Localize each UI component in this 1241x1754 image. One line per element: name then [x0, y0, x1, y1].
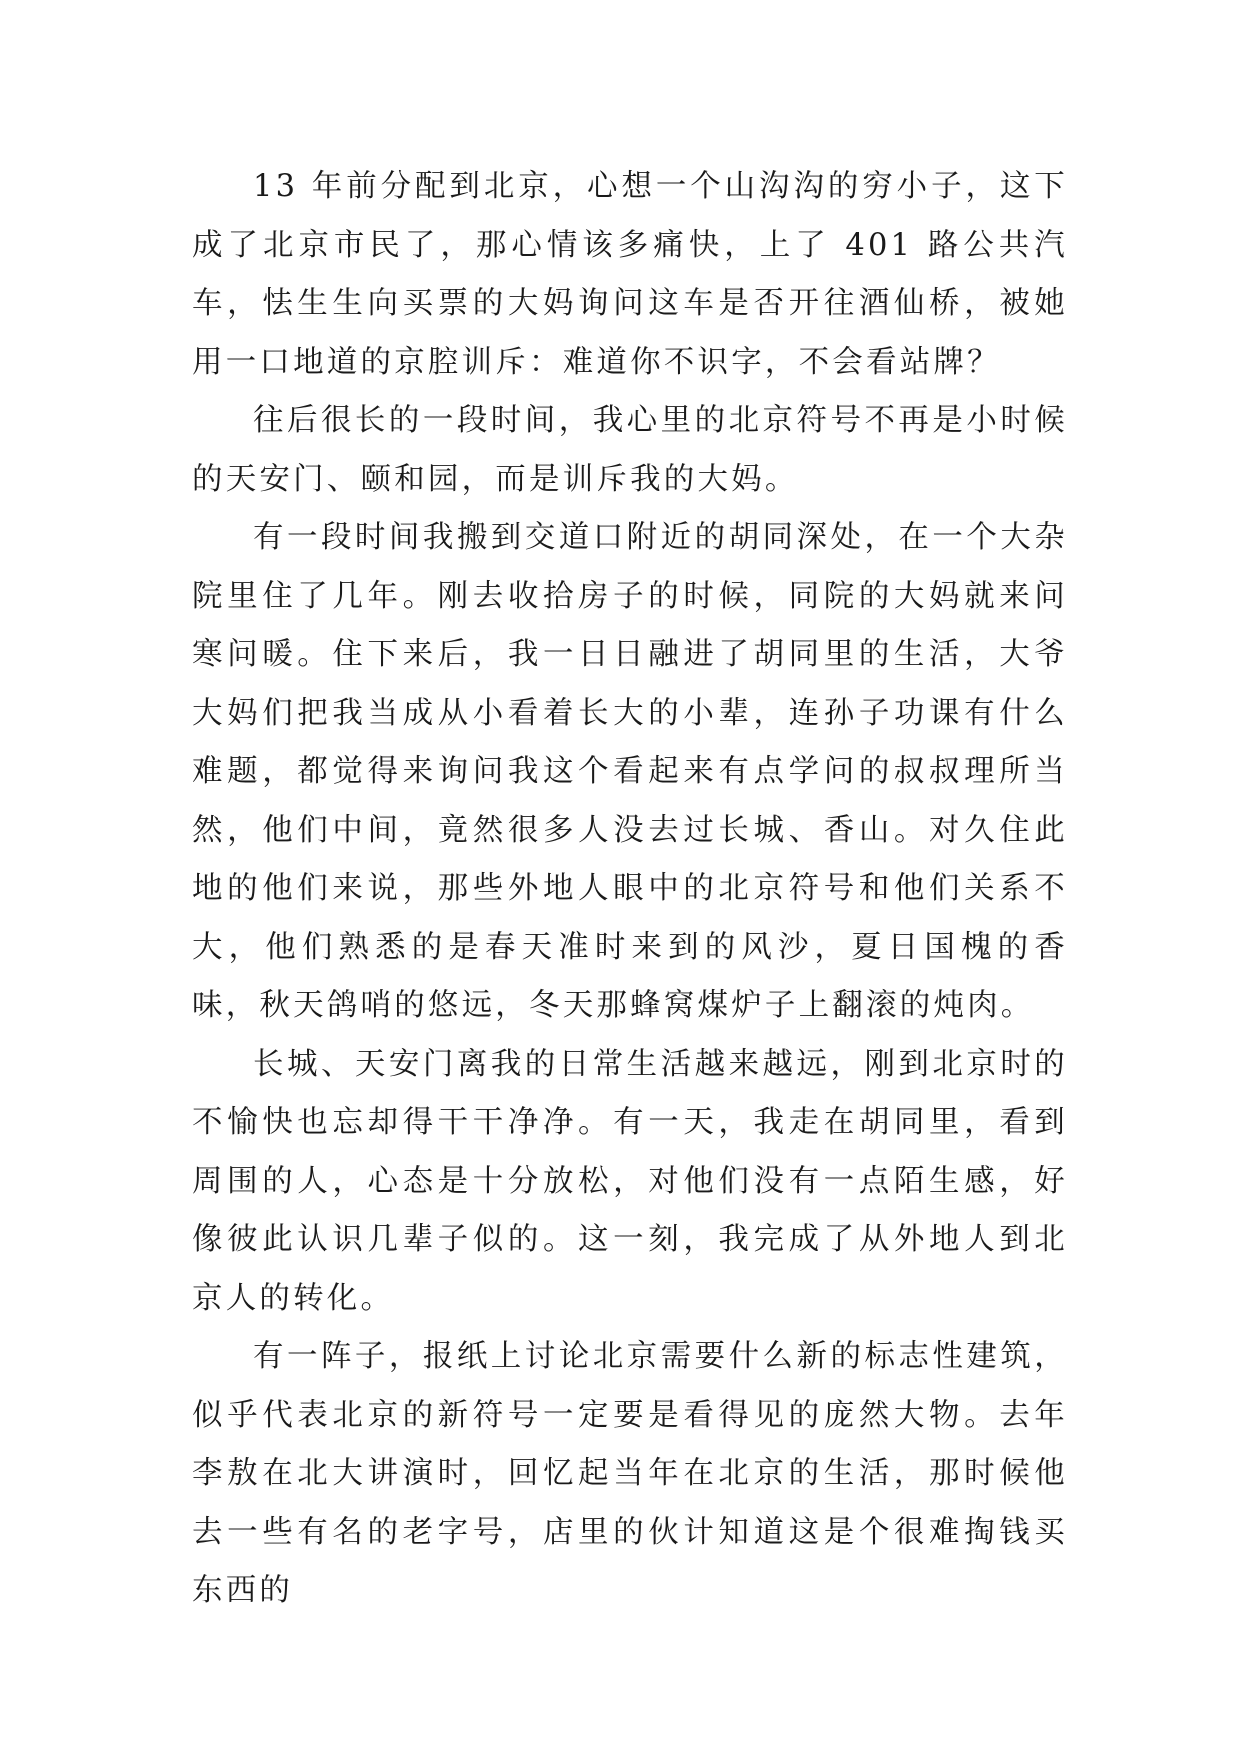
paragraph-1: 13 年前分配到北京，心想一个山沟沟的穷小子，这下成了北京市民了，那心情该多痛快，上了 401 路公共汽车，怯生生向买票的大妈询问这车是否开往酒仙桥，被她用一口地道的京腔训斥：难道你不识字，不会看站牌？ — [192, 169, 1068, 380]
paragraph-4: 长城、天安门离我的日常生活越来越远，刚到北京时的不愉快也忘却得干干净净。有一天，我走在胡同里，看到周围的人，心态是十分放松，对他们没有一点陌生感，好像彼此认识几辈子似的。这一刻，我完成了从外地人到北京人的转化。 — [192, 1046, 1068, 1316]
paragraph-2: 往后很长的一段时间，我心里的北京符号不再是小时候的天安门、颐和园，而是训斥我的大妈。 — [192, 403, 1068, 497]
document-body — [192, 158, 1068, 1621]
paragraph-3: 有一段时间我搬到交道口附近的胡同深处，在一个大杂院里住了几年。刚去收拾房子的时候，同院的大妈就来问寒问暖。住下来后，我一日日融进了胡同里的生活，大爷大妈们把我当成从小看着长大的小辈，连孙子功课有什么难题，都觉得来询问我这个看起来有点学问的叔叔理所当然，他们中间，竟然很多人没去过长城、香山。对久住此地的他们来说，那些外地人眼中的北京符号和他们关系不大，他们熟悉的是春天准时来到的风沙，夏日国槐的香味，秋天鸽哨的悠远，冬天那蜂窝煤炉子上翻滚的炖肉。 — [192, 520, 1068, 1023]
paragraph-5: 有一阵子，报纸上讨论北京需要什么新的标志性建筑，似乎代表北京的新符号一定要是看得见的庞然大物。去年李敖在北大讲演时，回忆起当年在北京的生活，那时候他去一些有名的老字号，店里的伙计知道这是个很难掏钱买东西的 — [192, 1339, 1068, 1608]
